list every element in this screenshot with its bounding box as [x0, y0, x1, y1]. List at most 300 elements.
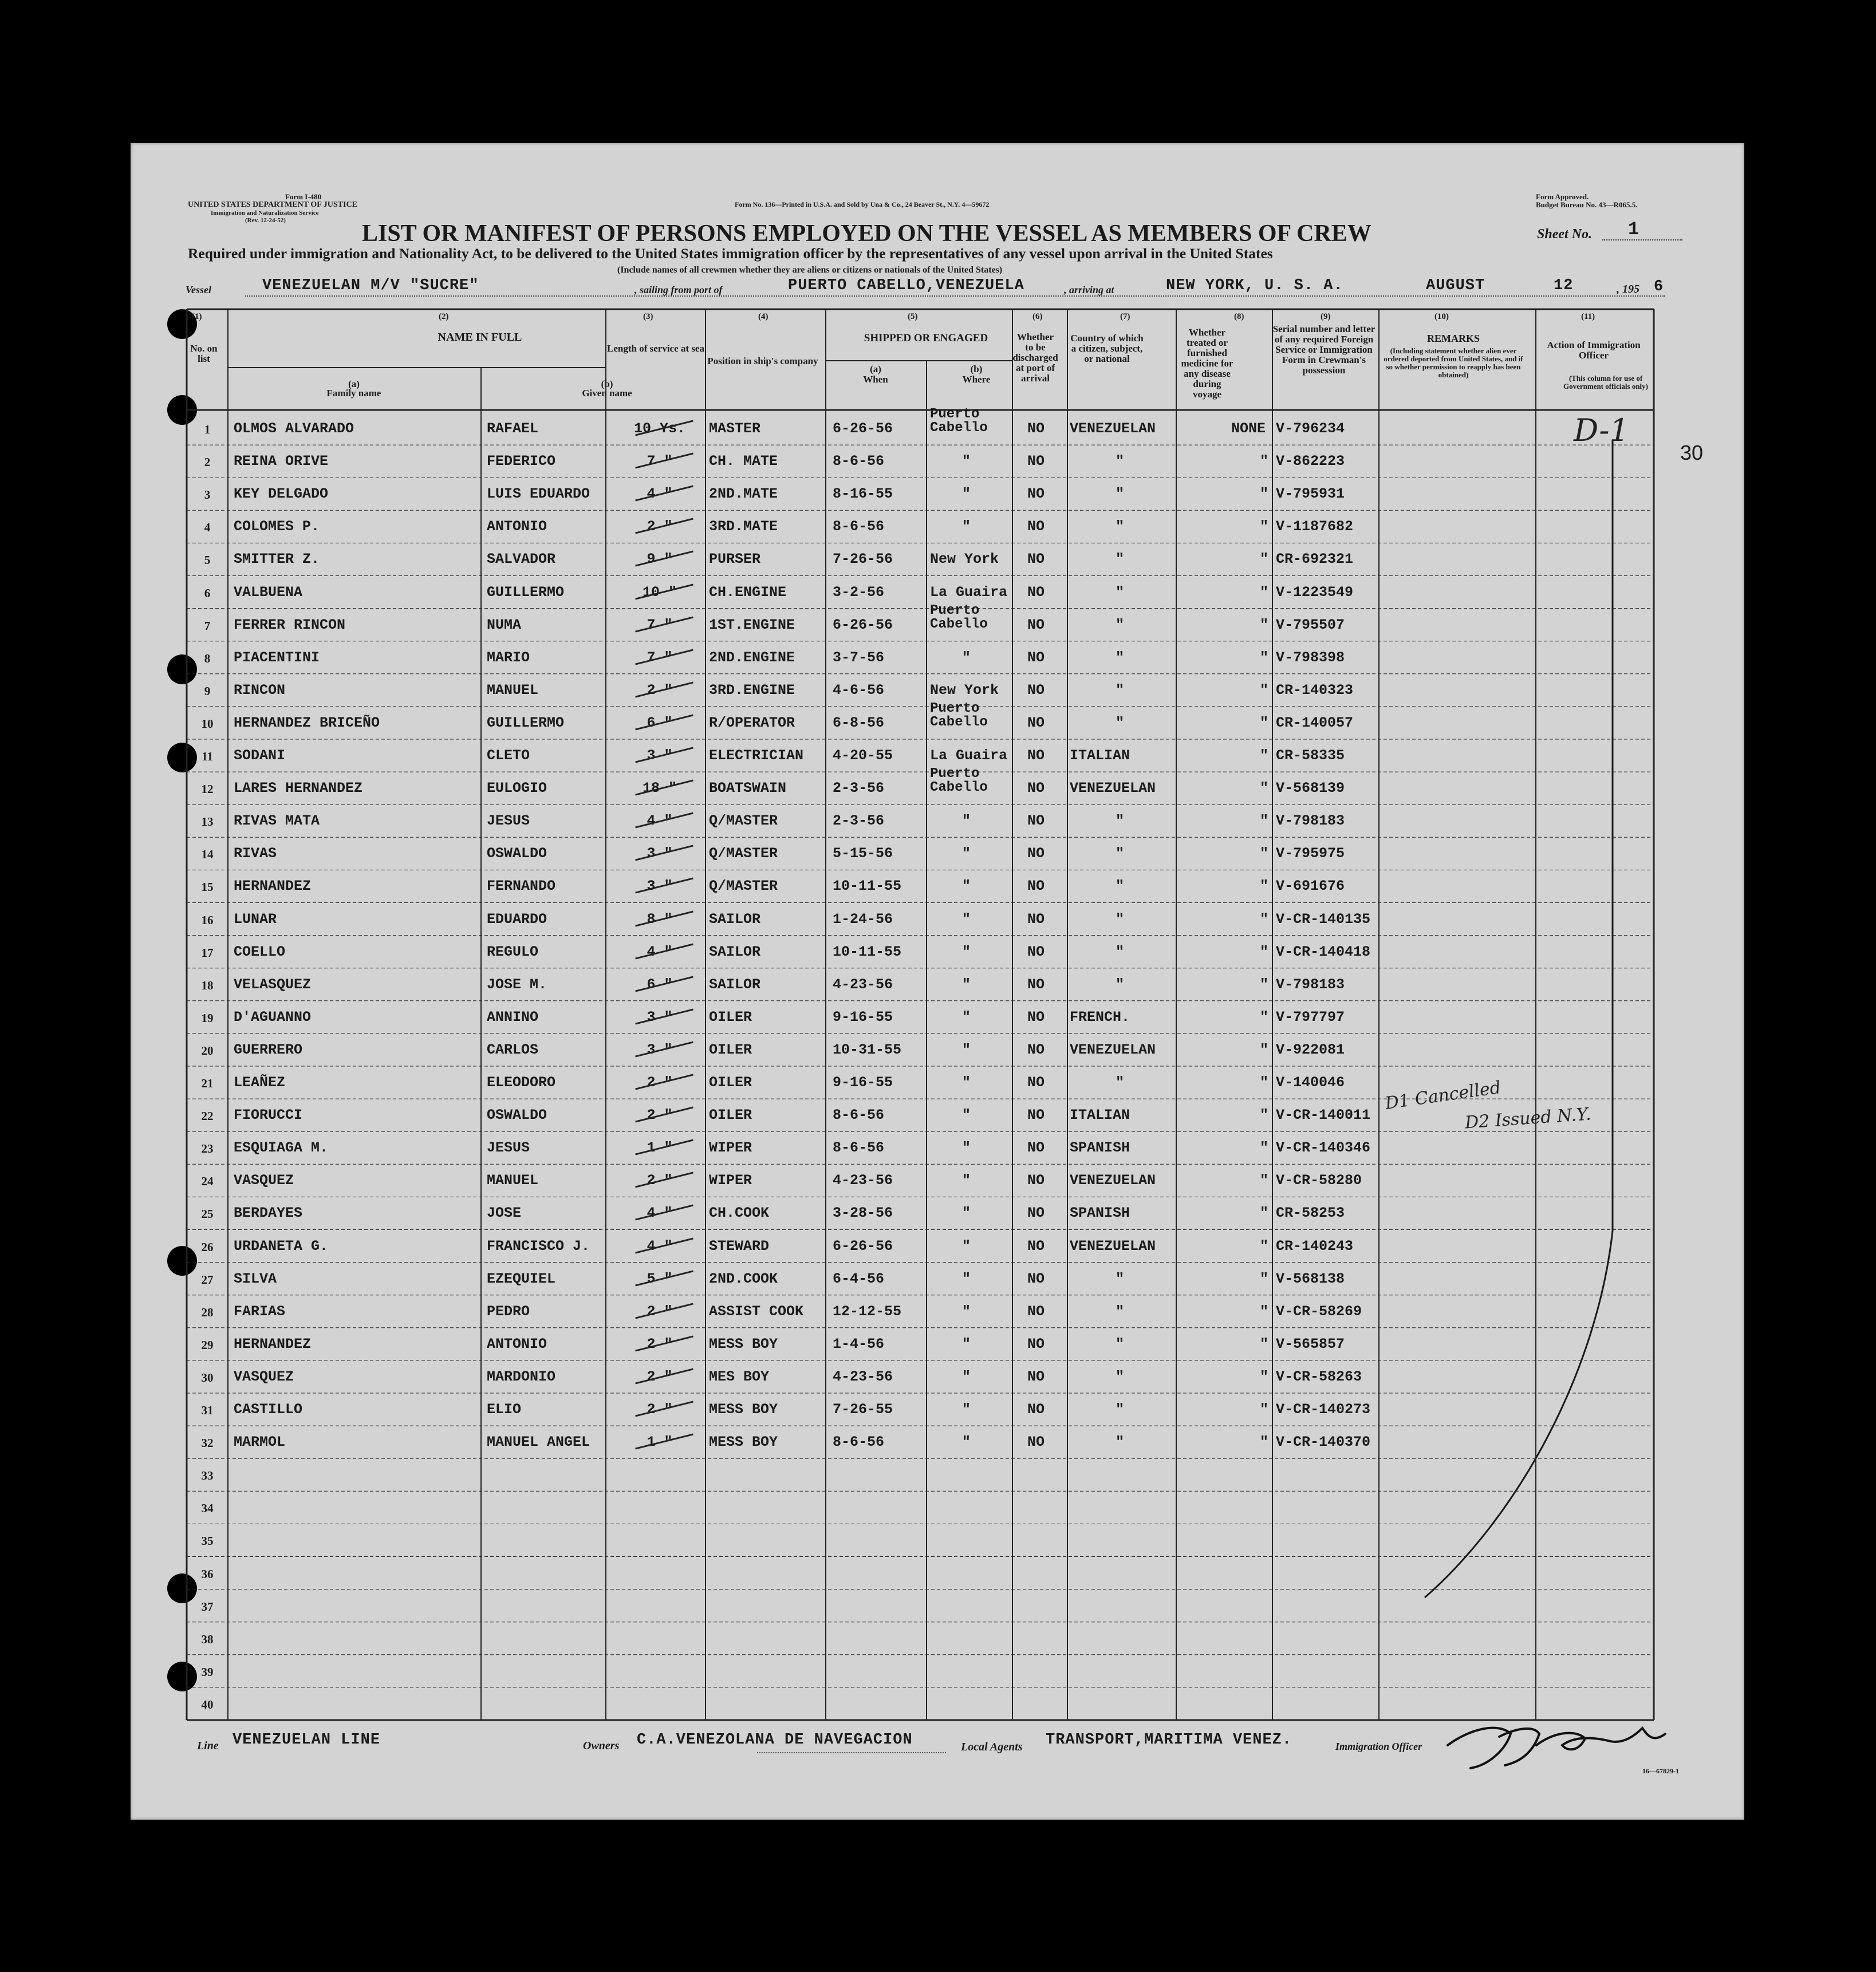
given-name: EDUARDO [487, 910, 547, 928]
shipped-where: " [962, 976, 971, 993]
family-name: VALBUENA [234, 583, 303, 601]
length-of-service: 5 " [647, 1270, 673, 1287]
row-number: 29 [201, 1338, 214, 1352]
given-name: MANUEL ANGEL [487, 1434, 590, 1451]
discharged: NO [1027, 943, 1045, 960]
serial-number: V-798183 [1276, 813, 1345, 830]
shipped-when: 9-16-55 [833, 1074, 893, 1091]
given-name: GUILLERMO [487, 714, 565, 731]
length-of-service: 1 " [647, 1139, 673, 1157]
position: CH. MATE [709, 453, 778, 470]
shipped-where: Puerto Cabello [930, 407, 988, 436]
shipped-when: 8-6-56 [833, 518, 885, 535]
position: MESS BOY [709, 1335, 778, 1352]
shipped-where: " [962, 1074, 971, 1091]
medicine: " [1260, 1401, 1269, 1418]
sheet-label: Sheet No. [1537, 227, 1592, 242]
position: 1ST.ENGINE [709, 616, 795, 633]
family-name: HERNANDEZ BRICEÑO [234, 714, 380, 731]
discharged: NO [1027, 1368, 1045, 1385]
family-name: LEAÑEZ [234, 1074, 286, 1091]
discharged: NO [1027, 1008, 1045, 1026]
serial-number: V-140046 [1276, 1074, 1345, 1091]
given-name: JOSE M. [487, 976, 547, 993]
shipped-when: 3-7-56 [833, 649, 885, 666]
footer-code: 16—67829-1 [1642, 1767, 1679, 1775]
shipped-when: 4-23-56 [833, 1368, 893, 1385]
row-number: 31 [201, 1403, 214, 1417]
family-name: PIACENTINI [234, 649, 320, 666]
vessel-label: Vessel [186, 284, 211, 295]
length-of-service: 1 " [647, 1434, 673, 1451]
medicine: " [1260, 486, 1269, 503]
col-5a-number: (a) [870, 364, 881, 374]
serial-number: V-CR-140011 [1276, 1107, 1371, 1124]
position: MESS BOY [709, 1434, 778, 1451]
shipped-where: " [962, 878, 971, 895]
shipped-when: 6-26-56 [833, 1237, 893, 1255]
col-2a-number: (a) [348, 378, 360, 389]
discharged: NO [1027, 813, 1045, 830]
given-name: MARIO [487, 649, 530, 666]
discharged: NO [1027, 1139, 1045, 1157]
position: Q/MASTER [709, 878, 778, 895]
country: " [1116, 878, 1125, 895]
discharged: NO [1027, 551, 1045, 568]
discharged: NO [1027, 747, 1045, 764]
shipped-when: 3-2-56 [833, 583, 885, 601]
country: FRENCH. [1070, 1008, 1130, 1026]
form-title: LIST OR MANIFEST OF PERSONS EMPLOYED ON THE VESSEL AS MEMBERS OF CREW [362, 220, 1371, 247]
medicine: " [1260, 1434, 1269, 1451]
shipped-when: 8-16-55 [833, 486, 893, 503]
length-of-service: 4 " [647, 486, 673, 503]
row-number: 3 [204, 488, 211, 502]
length-of-service: 4 " [647, 1237, 673, 1255]
family-name: HERNANDEZ [234, 1335, 312, 1352]
length-of-service: 18 " [642, 780, 677, 797]
row-number: 25 [201, 1207, 214, 1221]
shipped-where: " [962, 1335, 971, 1352]
position: CH.ENGINE [709, 583, 787, 601]
shipped-when: 7-26-56 [833, 551, 893, 568]
family-name: SMITTER Z. [234, 551, 320, 568]
shipped-when: 10-11-55 [833, 878, 902, 895]
row-number: 1 [204, 423, 211, 436]
position: R/OPERATOR [709, 714, 795, 731]
discharged: NO [1027, 780, 1045, 797]
discharged: NO [1027, 616, 1045, 633]
family-name: COLOMES P. [234, 518, 320, 535]
col-2-header: NAME IN FULL [438, 331, 522, 344]
country: VENEZUELAN [1070, 780, 1156, 797]
col-2-number: (2) [439, 312, 449, 321]
shipped-when: 9-16-55 [833, 1008, 893, 1026]
medicine: " [1260, 747, 1269, 764]
line-value: VENEZUELAN LINE [232, 1732, 381, 1749]
serial-number: V-1223549 [1276, 583, 1354, 601]
medicine: " [1260, 1008, 1269, 1026]
length-of-service: 9 " [647, 551, 673, 568]
family-name: ESQUIAGA M. [234, 1139, 329, 1157]
row-number: 37 [201, 1599, 214, 1614]
serial-number: V-798398 [1276, 649, 1345, 666]
country: " [1116, 453, 1125, 470]
row-number: 2 [204, 455, 211, 470]
length-of-service: 2 " [647, 1368, 673, 1385]
family-name: VELASQUEZ [234, 976, 312, 993]
serial-number: V-862223 [1276, 453, 1345, 470]
given-name: ANNINO [487, 1008, 539, 1026]
length-of-service: 10 " [642, 583, 677, 601]
given-name: RAFAEL [487, 420, 539, 437]
family-name: VASQUEZ [234, 1172, 294, 1189]
position: 2ND.COOK [709, 1270, 778, 1287]
length-of-service: 2 " [647, 1172, 673, 1189]
length-of-service: 3 " [647, 878, 673, 895]
shipped-where: New York [930, 681, 999, 699]
family-name: LARES HERNANDEZ [234, 780, 363, 797]
row-number: 9 [204, 684, 211, 698]
serial-number: V-CR-140370 [1276, 1434, 1371, 1451]
medicine: " [1260, 1368, 1269, 1385]
given-name: CARLOS [487, 1041, 539, 1058]
discharged: NO [1027, 486, 1045, 503]
medicine: " [1260, 878, 1269, 895]
shipped-when: 10-31-55 [833, 1041, 902, 1058]
row-number: 12 [201, 782, 214, 796]
position: ELECTRICIAN [709, 747, 804, 764]
row-number: 40 [201, 1697, 214, 1711]
col-3-header: Length of service at sea [607, 343, 704, 354]
serial-number: V-CR-140135 [1276, 910, 1371, 928]
col-6-number: (6) [1032, 312, 1043, 321]
medicine: " [1260, 518, 1269, 535]
shipped-where: " [962, 1368, 971, 1385]
given-name: REGULO [487, 943, 539, 960]
action-check-line [131, 143, 1744, 1820]
serial-number: V-795507 [1276, 616, 1345, 633]
discharged: NO [1027, 453, 1045, 470]
length-of-service: 2 " [647, 1074, 673, 1091]
position: OILER [709, 1041, 752, 1058]
length-of-service: 7 " [647, 649, 673, 666]
row-number: 36 [201, 1567, 214, 1581]
position: WIPER [709, 1139, 752, 1157]
shipped-where: " [962, 1041, 971, 1058]
shipped-where: " [962, 943, 971, 960]
medicine: " [1260, 681, 1269, 699]
required-text: Required under immigration and Nationality Act, to be delivered to the United States immigration officer by the representatives of any vessel upon arrival in the United States [188, 245, 1273, 262]
serial-number: V-691676 [1276, 878, 1345, 895]
country: " [1116, 1368, 1125, 1385]
row-number: 35 [201, 1534, 214, 1548]
given-name: JESUS [487, 813, 530, 830]
family-name: D'AGUANNO [234, 1008, 312, 1026]
length-of-service: 3 " [647, 845, 673, 862]
serial-number: V-922081 [1276, 1041, 1345, 1058]
given-name: EULOGIO [487, 780, 547, 797]
row-number: 24 [201, 1174, 214, 1189]
shipped-where: " [962, 486, 971, 503]
shipped-when: 6-8-56 [833, 714, 885, 731]
position: Q/MASTER [709, 813, 778, 830]
discharged: NO [1027, 1303, 1045, 1320]
row-number: 33 [201, 1469, 214, 1483]
family-name: GUERRERO [234, 1041, 303, 1058]
shipped-where: " [962, 845, 971, 862]
discharged: NO [1027, 1205, 1045, 1222]
row-number: 30 [201, 1370, 214, 1385]
medicine: " [1260, 943, 1269, 960]
family-name: COELLO [234, 943, 286, 960]
col-2b-number: (b) [601, 378, 613, 389]
agents-label: Local Agents [961, 1741, 1023, 1753]
shipped-when: 12-12-55 [833, 1303, 902, 1320]
given-name: NUMA [487, 616, 522, 633]
shipped-where: " [962, 1270, 971, 1287]
discharged: NO [1027, 420, 1045, 437]
position: MES BOY [709, 1368, 770, 1385]
length-of-service: 6 " [647, 714, 673, 731]
length-of-service: 8 " [647, 910, 673, 928]
country: " [1116, 845, 1125, 862]
col-9-header: Serial number and letter of any required Foreign Service or Immigration Form in Crewman's possession [1272, 324, 1376, 376]
shipped-when: 8-6-56 [833, 1107, 885, 1124]
owners-value: C.A.VENEZOLANA DE NAVEGACION [637, 1732, 913, 1749]
col-3-number: (3) [643, 312, 653, 321]
col-11-note: (This column for use of Government officials only) [1563, 374, 1649, 391]
family-name: RINCON [234, 681, 286, 699]
length-of-service: 4 " [647, 1205, 673, 1222]
family-name: FIORUCCI [234, 1107, 303, 1124]
arrival-month: AUGUST [1426, 277, 1485, 294]
country: " [1116, 910, 1125, 928]
family-name: HERNANDEZ [234, 878, 312, 895]
shipped-where: " [962, 1434, 971, 1451]
length-of-service: 10 Ys. [633, 420, 685, 437]
discharged: NO [1027, 910, 1045, 928]
row-number: 32 [201, 1436, 214, 1450]
shipped-when: 6-4-56 [833, 1270, 885, 1287]
shipped-when: 10-11-55 [833, 943, 902, 960]
discharged: NO [1027, 583, 1045, 601]
country: ITALIAN [1070, 1107, 1130, 1124]
form-number: Form I-480 [285, 192, 322, 201]
shipped-where: " [962, 1172, 971, 1189]
length-of-service: 2 " [647, 1107, 673, 1124]
shipped-where: Puerto Cabello [930, 700, 988, 730]
row-number: 11 [202, 750, 213, 763]
officer-label: Immigration Officer [1335, 1741, 1422, 1752]
medicine: " [1260, 714, 1269, 731]
given-name: PEDRO [487, 1303, 530, 1320]
shipped-where: Puerto Cabello [930, 766, 988, 796]
col-5-header: SHIPPED OR ENGAGED [864, 332, 988, 344]
given-name: OSWALDO [487, 845, 547, 862]
country: VENEZUELAN [1070, 1172, 1156, 1189]
given-name: GUILLERMO [487, 583, 565, 601]
manifest-sheet [131, 143, 1744, 1820]
medicine: " [1260, 780, 1269, 797]
shipped-where: " [962, 1237, 971, 1255]
serial-number: V-798183 [1276, 976, 1345, 993]
family-name: SILVA [234, 1270, 277, 1287]
medicine: " [1260, 976, 1269, 993]
discharged: NO [1027, 1074, 1045, 1091]
shipped-when: 6-26-56 [833, 616, 893, 633]
shipped-when: 8-6-56 [833, 453, 885, 470]
length-of-service: 7 " [647, 453, 673, 470]
medicine: " [1260, 649, 1269, 666]
country: " [1116, 616, 1125, 633]
family-name: RIVAS [234, 845, 277, 862]
medicine: " [1260, 1107, 1269, 1124]
arrival-year-digit: 6 [1654, 278, 1664, 295]
serial-number: CR-58253 [1276, 1205, 1345, 1222]
position: 2ND.ENGINE [709, 649, 795, 666]
country: " [1116, 1270, 1125, 1287]
col-11-header: Action of Immigration Officer [1547, 340, 1641, 361]
sailing-port: PUERTO CABELLO,VENEZUELA [788, 277, 1024, 294]
medicine: " [1260, 551, 1269, 568]
discharged: NO [1027, 649, 1045, 666]
service: Immigration and Naturalization Service [211, 210, 319, 216]
shipped-where: " [962, 1107, 971, 1124]
family-name: FERRER RINCON [234, 616, 346, 633]
serial-number: V-CR-140273 [1276, 1401, 1371, 1418]
discharged: NO [1027, 1237, 1045, 1255]
serial-number: V-CR-58280 [1276, 1172, 1362, 1189]
col-5a-header: When [863, 374, 888, 385]
given-name: MANUEL [487, 681, 539, 699]
country: ITALIAN [1070, 747, 1130, 764]
medicine: " [1260, 1041, 1269, 1058]
country: " [1116, 583, 1125, 601]
shipped-where: " [962, 1139, 971, 1157]
col-1-header: No. on list [190, 343, 218, 364]
country: VENEZUELAN [1070, 1041, 1156, 1058]
col-7-header: Country of which a citizen, subject, or national [1070, 333, 1144, 364]
country: " [1116, 976, 1125, 993]
row-number: 13 [201, 815, 214, 829]
position: WIPER [709, 1172, 752, 1189]
row-number: 17 [201, 945, 214, 960]
shipped-where: " [962, 1205, 971, 1222]
discharged: NO [1027, 1401, 1045, 1418]
shipped-when: 4-23-56 [833, 1172, 893, 1189]
position: OILER [709, 1008, 752, 1026]
col-5-number: (5) [908, 312, 918, 321]
discharged: NO [1027, 845, 1045, 862]
shipped-where: Puerto Cabello [930, 602, 988, 632]
country: " [1116, 1434, 1125, 1451]
country: SPANISH [1070, 1205, 1130, 1222]
row-number: 16 [201, 913, 214, 927]
given-name: MARDONIO [487, 1368, 556, 1385]
country: " [1116, 551, 1125, 568]
row-number: 22 [201, 1109, 214, 1123]
serial-number: V-568139 [1276, 780, 1345, 797]
row-number: 34 [201, 1501, 214, 1516]
vessel-name: VENEZUELAN M/V "SUCRE" [262, 277, 479, 294]
family-name: SODANI [234, 747, 286, 764]
family-name: RIVAS MATA [234, 813, 320, 830]
col-6-header: Whether to be discharged at port of arrival [1012, 332, 1058, 384]
department: UNITED STATES DEPARTMENT OF JUSTICE [188, 200, 357, 209]
discharged: NO [1027, 1434, 1045, 1451]
position: MESS BOY [709, 1401, 778, 1418]
row-number: 28 [201, 1305, 214, 1319]
country: " [1116, 813, 1125, 830]
shipped-when: 5-15-56 [833, 845, 893, 862]
position: Q/MASTER [709, 845, 778, 862]
shipped-when: 8-6-56 [833, 1139, 885, 1157]
medicine: " [1260, 1303, 1269, 1320]
medicine: " [1260, 1237, 1269, 1255]
family-name: BERDAYES [234, 1205, 303, 1222]
row-number: 4 [204, 520, 211, 535]
shipped-where: New York [930, 551, 999, 568]
given-name: ELEODORO [487, 1074, 556, 1091]
budget-bureau: Budget Bureau No. 43—R065.5. [1536, 200, 1638, 209]
shipped-where: " [962, 649, 971, 666]
position: ASSIST COOK [709, 1303, 804, 1320]
side-number: 30 [1680, 441, 1704, 464]
serial-number: CR-140057 [1276, 714, 1354, 731]
length-of-service: 3 " [647, 747, 673, 764]
shipped-where: " [962, 1008, 971, 1026]
serial-number: CR-58335 [1276, 747, 1345, 764]
include-text: (Include names of all crewmen whether they are aliens or citizens or nationals of the United States) [617, 265, 1003, 275]
length-of-service: 2 " [647, 1335, 673, 1352]
sheet-number: 1 [1628, 219, 1640, 240]
position: MASTER [709, 420, 761, 437]
remark-cancelled: D1 Cancelled [1384, 1078, 1502, 1114]
country: " [1116, 943, 1125, 960]
position: SAILOR [709, 910, 761, 928]
row-number: 18 [201, 978, 214, 992]
serial-number: V-1187682 [1276, 518, 1354, 535]
discharged: NO [1027, 1270, 1045, 1287]
row-number: 15 [201, 880, 214, 894]
row-number: 20 [201, 1043, 214, 1058]
arrival-day: 12 [1554, 277, 1574, 294]
medicine: NONE [1231, 420, 1266, 437]
row-number: 27 [201, 1272, 214, 1287]
length-of-service: 2 " [647, 1401, 673, 1418]
given-name: SALVADOR [487, 551, 556, 568]
row-number: 6 [204, 586, 211, 600]
serial-number: V-565857 [1276, 1335, 1345, 1352]
discharged: NO [1027, 681, 1045, 699]
length-of-service: 2 " [647, 518, 673, 535]
col-2a-header: Family name [326, 388, 381, 399]
arriving-label: , arriving at [1064, 284, 1114, 295]
length-of-service: 2 " [647, 681, 673, 699]
country: " [1116, 1074, 1125, 1091]
discharged: NO [1027, 976, 1045, 993]
shipped-when: 7-26-55 [833, 1401, 893, 1418]
discharged: NO [1027, 878, 1045, 895]
shipped-where: " [962, 453, 971, 470]
serial-number: V-CR-140418 [1276, 943, 1371, 960]
medicine: " [1260, 1335, 1269, 1352]
country: " [1116, 714, 1125, 731]
shipped-where: " [962, 1401, 971, 1418]
line-label: Line [197, 1740, 219, 1752]
country: VENEZUELAN [1070, 1237, 1156, 1255]
